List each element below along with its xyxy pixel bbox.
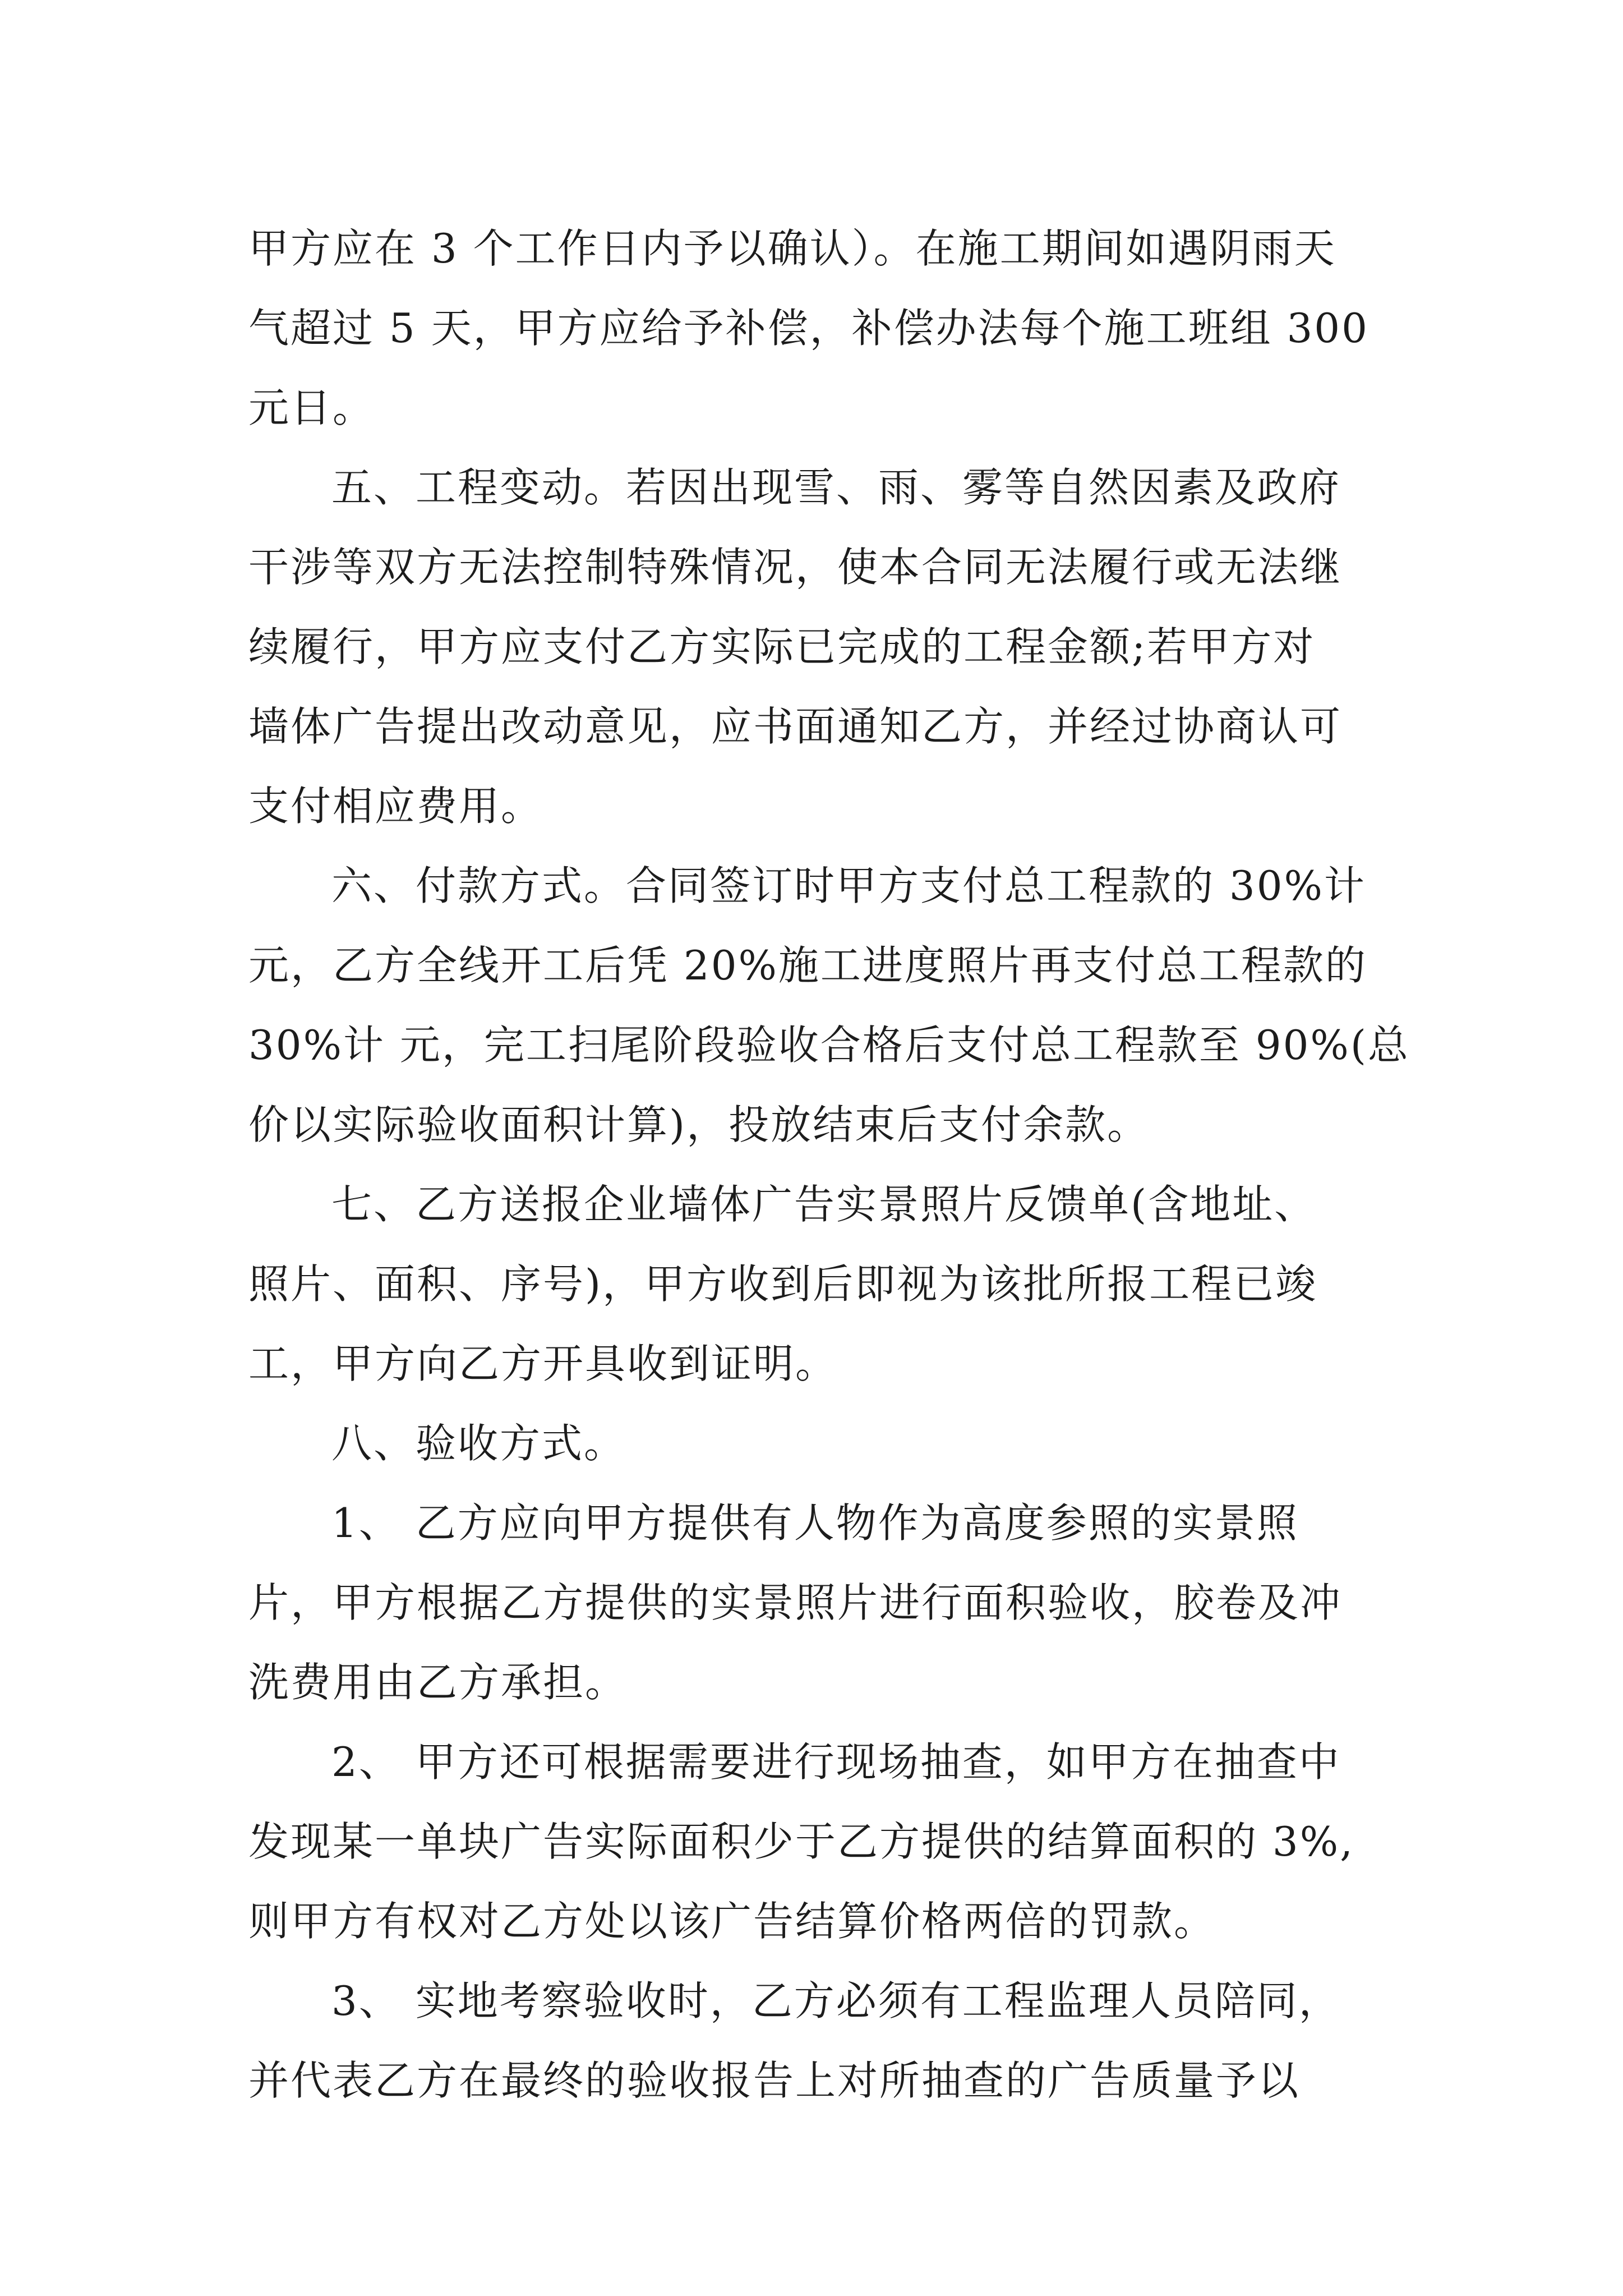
text-line: 30%计 元，完工扫尾阶段验收合格后支付总工程款至 90%(总 [248, 1022, 1410, 1069]
text-line: 并代表乙方在最终的验收报告上对所抽查的广告质量予以 [248, 2057, 1301, 2104]
text-line: 价以实际验收面积计算)，投放结束后支付余款。 [248, 1101, 1150, 1148]
text-line: 洗费用由乙方承担。 [248, 1659, 628, 1706]
text-line: 八、验收方式。 [331, 1420, 626, 1467]
text-line: 片，甲方根据乙方提供的实景照片进行面积验收，胶卷及冲 [248, 1579, 1343, 1626]
paragraph-item-2 [248, 1722, 1381, 1961]
text-line: 2、 甲方还可根据需要进行现场抽查，如甲方在抽查中 [331, 1738, 1341, 1786]
paragraph-section-8-heading [248, 1404, 1381, 1483]
paragraph-section-6-payment [248, 846, 1410, 1165]
paragraph-section-7-photo-feedback [248, 1165, 1381, 1404]
text-line: 发现某一单块广告实际面积少于乙方提供的结算面积的 3%, [248, 1818, 1354, 1865]
document-body [248, 209, 1410, 2120]
paragraph-item-3 [248, 1961, 1381, 2120]
text-line: 六、付款方式。合同签订时甲方支付总工程款的 30%计 [331, 862, 1366, 909]
paragraph-section-5-changes [248, 448, 1381, 846]
text-line: 七、乙方送报企业墙体广告实景照片反馈单(含地址、 [331, 1181, 1317, 1228]
text-line: 1、 乙方应向甲方提供有人物作为高度参照的实景照 [331, 1499, 1299, 1547]
text-line: 工，甲方向乙方开具收到证明。 [248, 1340, 838, 1387]
paragraph-weather-compensation [248, 209, 1381, 448]
text-line: 照片、面积、序号)，甲方收到后即视为该批所报工程已竣 [248, 1260, 1318, 1308]
text-line: 元日。 [248, 384, 375, 431]
paragraph-item-1 [248, 1483, 1381, 1722]
text-line: 五、工程变动。若因出现雪、雨、雾等自然因素及政府 [331, 464, 1341, 511]
text-line: 支付相应费用。 [248, 783, 543, 830]
text-line: 续履行，甲方应支付乙方实际已完成的工程金额;若甲方对 [248, 623, 1316, 670]
text-line: 干涉等双方无法控制特殊情况，使本合同无法履行或无法继 [248, 544, 1343, 591]
text-line: 甲方应在 3 个工作日内予以确认）。在施工期间如遇阴雨天 [248, 225, 1336, 272]
text-line: 3、 实地考察验收时，乙方必须有工程监理人员陪同， [331, 1977, 1341, 2024]
text-line: 元，乙方全线开工后凭 20%施工进度照片再支付总工程款的 [248, 942, 1367, 989]
text-line: 墙体广告提出改动意见，应书面通知乙方，并经过协商认可 [248, 703, 1343, 750]
text-line: 则甲方有权对乙方处以该广告结算价格两倍的罚款。 [248, 1898, 1216, 1945]
text-line: 气超过 5 天，甲方应给予补偿，补偿办法每个施工班组 300 [248, 305, 1369, 352]
